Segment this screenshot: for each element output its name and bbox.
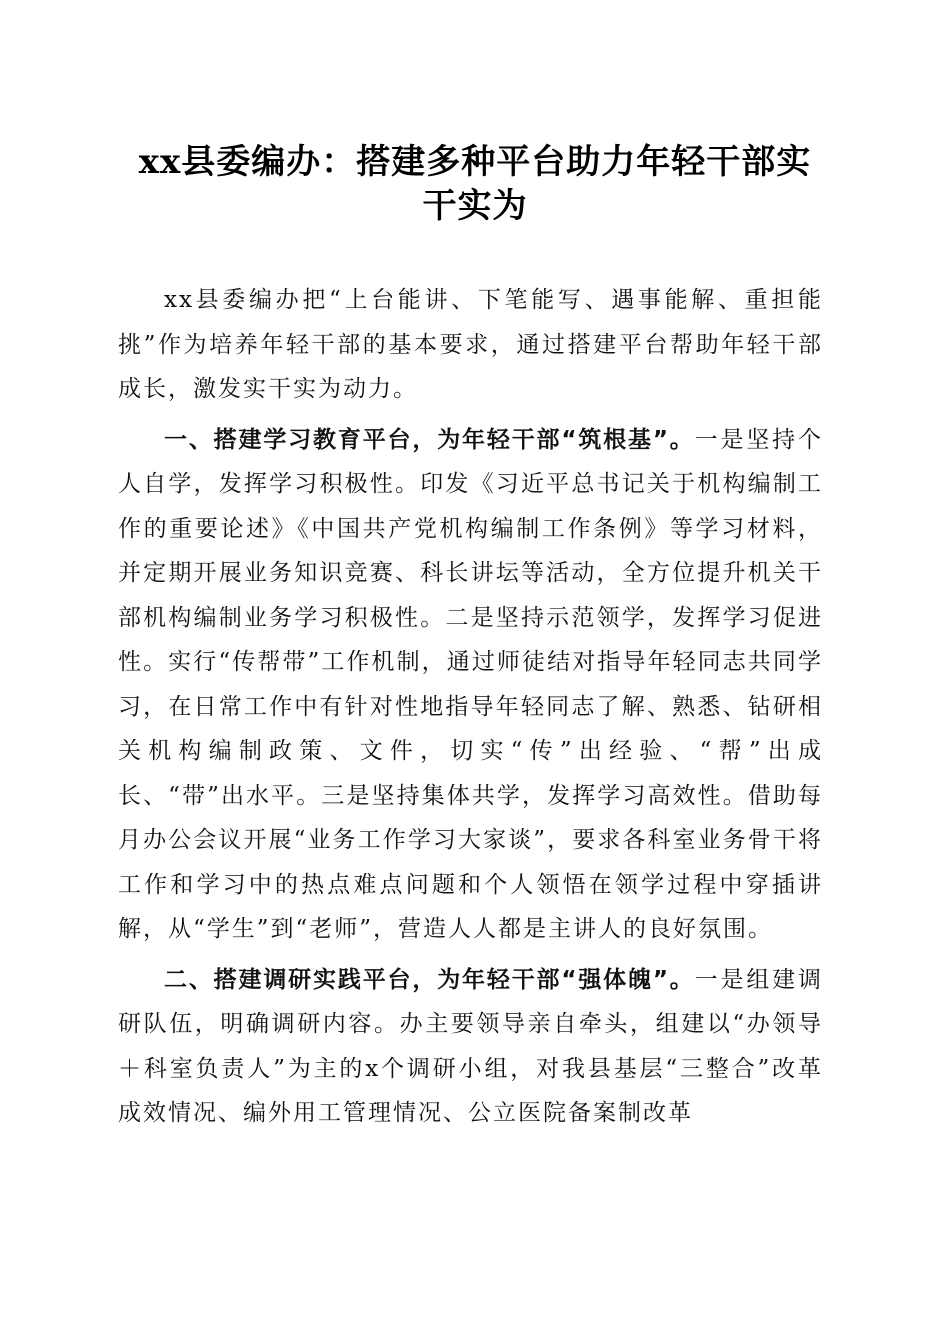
document-body [118, 278, 823, 1142]
paragraph-section-2 [118, 958, 823, 1136]
paragraph-text: 一是坚持个人自学，发挥学习积极性。印发《习近平总书记关于机构编制工作的重要论述》《中国共产党机构编制工作条例》等学习材料，并定期开展业务知识竞赛、科长讲坛等活动，全方位提升机关干部机构编制业务学习积极性。二是坚持示范领学，发挥学习促进性。实行“传帮带”工作机制，通过师徒结对指导年轻同志共同学习，在日常工作中有针对性地指导年轻同志了解、熟悉、钻研相关机构编制政策、文件，切实“传”出经验、“帮”出成长、“带”出水平。三是坚持集体共学，发挥学习高效性。借助每月办公会议开展“业务工作学习大家谈”，要求各科室业务骨干将工作和学习中的热点难点问题和个人领悟在领学过程中穿插讲解，从“学生”到“老师”，营造人人都是主讲人的良好氛围。 [118, 426, 824, 942]
section-heading-1: 一、搭建学习教育平台，为年轻干部“筑根基”。 [164, 426, 695, 453]
paragraph-intro [118, 278, 823, 412]
section-heading-2: 二、搭建调研实践平台，为年轻干部“强体魄”。 [164, 966, 695, 993]
paragraph-text: xx县委编办把“上台能讲、下笔能写、遇事能解、重担能挑”作为培养年轻干部的基本要求，通过搭建平台帮助年轻干部成长，激发实干实为动力。 [118, 287, 823, 402]
title-line-1: xx县委编办：搭建多种平台助力年轻干部实 [138, 142, 812, 182]
paragraph-section-1 [118, 418, 823, 952]
paragraph-text: 一是组建调研队伍，明确调研内容。办主要领导亲自牵头，组建以“办领导＋科室负责人”为主的x个调研小组，对我县基层“三整合”改革成效情况、编外用工管理情况、公立医院备案制改革 [118, 966, 824, 1126]
document-title [100, 140, 850, 228]
title-line-2: 干实为 [422, 186, 528, 226]
